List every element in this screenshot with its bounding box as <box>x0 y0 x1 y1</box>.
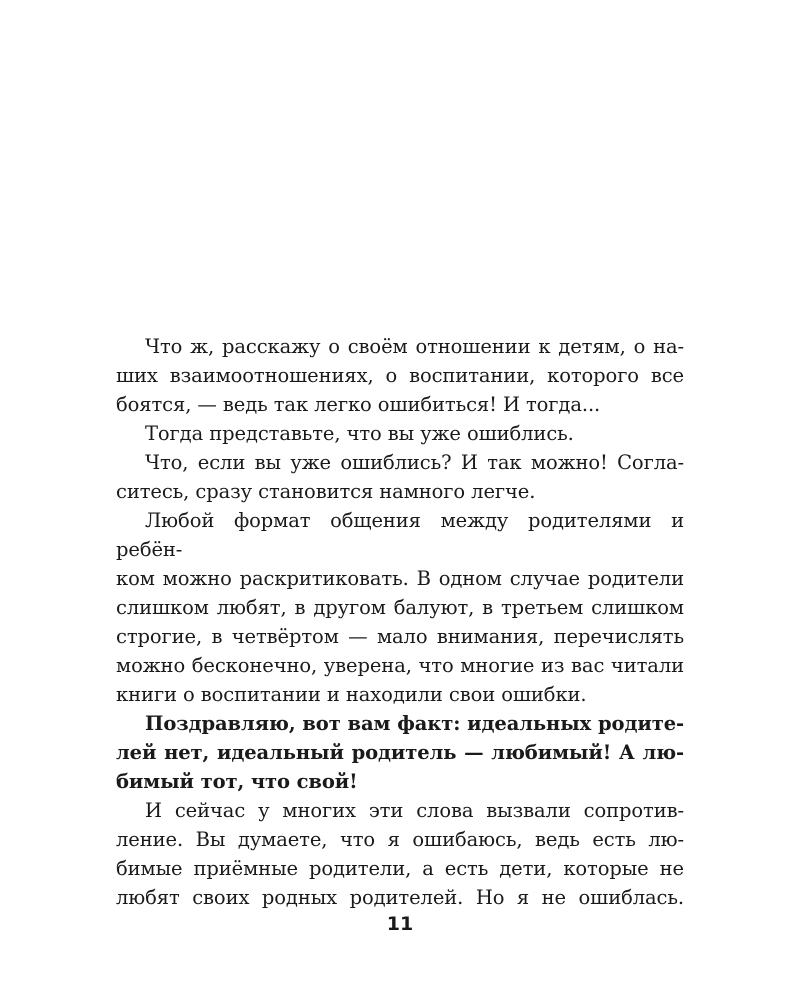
paragraph-1-line-3: боятся, — ведь так легко ошибиться! И тогда... <box>116 393 601 416</box>
paragraph-6-line-3: бимые приёмные родители, а есть дети, которые не <box>116 857 684 880</box>
paragraph-4 <box>116 506 684 709</box>
paragraph-2 <box>116 419 684 448</box>
paragraph-4-line-5: можно бесконечно, уверена, что многие из вас читали <box>116 654 684 677</box>
paragraph-3-line-1: Что, если вы уже ошиблись? И так можно! Согла- <box>145 451 684 474</box>
paragraph-1-line-1: Что ж, расскажу о своём отношении к детям, о на- <box>145 335 684 358</box>
paragraph-3-line-2: ситесь, сразу становится намного легче. <box>116 480 536 503</box>
page-body-text <box>116 332 684 912</box>
paragraph-5-bold <box>116 709 684 796</box>
paragraph-6 <box>116 796 684 912</box>
paragraph-2-line-1: Тогда представьте, что вы уже ошиблись. <box>145 422 574 445</box>
paragraph-4-line-3: слишком любят, в другом балуют, в третьем слишком <box>116 596 684 619</box>
page-number: 11 <box>386 913 414 935</box>
paragraph-3 <box>116 448 684 506</box>
paragraph-1-line-2: ших взаимоотношениях, о воспитании, которого все <box>116 364 684 387</box>
paragraph-4-line-4: строгие, в четвёртом — мало внимания, перечислять <box>116 625 684 648</box>
paragraph-4-line-2: ком можно раскритиковать. В одном случае родители <box>116 567 684 590</box>
paragraph-5-line-1: Поздравляю, вот вам факт: идеальных родите- <box>145 712 684 735</box>
paragraph-5-line-2: лей нет, идеальный родитель — любимый! А лю- <box>116 741 684 764</box>
paragraph-5-line-3: бимый тот, что свой! <box>116 770 358 793</box>
paragraph-6-line-2: ление. Вы думаете, что я ошибаюсь, ведь есть лю- <box>116 828 684 851</box>
paragraph-4-line-6: книги о воспитании и находили свои ошибки. <box>116 683 587 706</box>
paragraph-6-line-4: любят своих родных родителей. Но я не ошиблась. <box>116 886 684 909</box>
paragraph-6-line-1: И сейчас у многих эти слова вызвали сопротив- <box>145 799 684 822</box>
paragraph-4-line-1: Любой формат общения между родителями и ребён- <box>116 509 684 561</box>
paragraph-1 <box>116 332 684 419</box>
